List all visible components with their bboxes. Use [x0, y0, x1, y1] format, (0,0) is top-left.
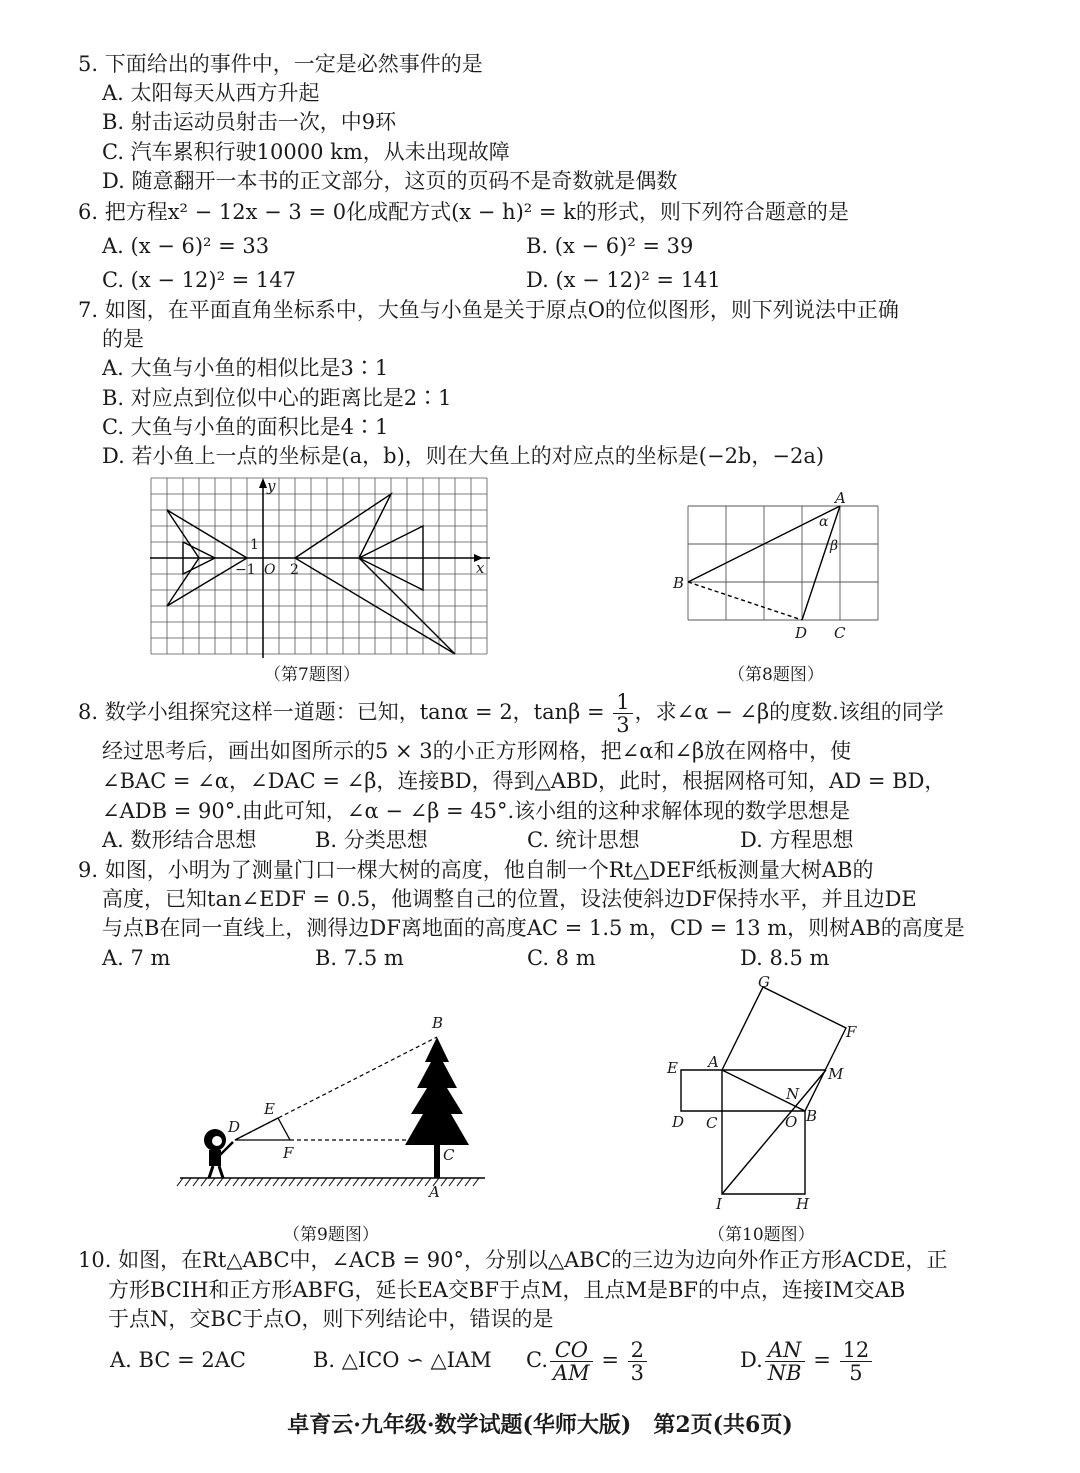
q6-stem: 6. 把方程x² − 12x − 3 = 0化成配方式(x − h)² = k的形式，则下列符合题意的是 — [78, 200, 849, 224]
q10-option-d-prefix: D. — [740, 1348, 763, 1372]
q8-option-c: C. 统计思想 — [527, 828, 640, 852]
q10-option-c-ratio — [628, 1339, 647, 1384]
q8-fraction-numerator: 1 — [613, 691, 632, 714]
beta-label: β — [830, 538, 839, 554]
q5-option-c: C. 汽车累积行驶10000 km，从未出现故障 — [102, 140, 510, 164]
point-o-label: O — [785, 1113, 798, 1131]
point-d-label: D — [672, 1113, 685, 1131]
q8-stem-line1 — [78, 688, 944, 736]
q10-option-b: B. △ICO ∽ △IAM — [313, 1348, 492, 1372]
q8-stem-a: 8. 数学小组探究这样一道题：已知，tanα = 2，tanβ = — [78, 700, 612, 724]
q9-option-b: B. 7.5 m — [315, 946, 404, 970]
point-f-label: F — [846, 1023, 857, 1041]
q8-option-a: A. 数形结合思想 — [102, 828, 257, 852]
q8-stem-line3: ∠BAC = ∠α，∠DAC = ∠β，连接BD，得到△ABD，此时，根据网格可知，AD = BD， — [102, 769, 946, 793]
q5-option-b: B. 射击运动员射击一次，中9环 — [102, 110, 397, 134]
point-h-label: H — [796, 1195, 810, 1213]
q7-option-d: D. 若小鱼上一点的坐标是(a，b)，则在大鱼上的对应点的坐标是(−2b，−2a) — [102, 444, 825, 468]
figure-7-caption: （第7题图） — [264, 665, 360, 685]
point-m-label: M — [828, 1065, 844, 1083]
figure-10-squares — [660, 975, 870, 1215]
page-footer: 卓育云·九年级·数学试题(华师大版) 第2页(共6页) — [287, 1412, 793, 1438]
q10-c-ratio-num: 2 — [628, 1339, 647, 1362]
q10-c-denominator: AM — [553, 1361, 590, 1385]
tree-icon — [405, 1037, 469, 1178]
q9-option-d: D. 8.5 m — [740, 946, 830, 970]
q7-option-a: A. 大鱼与小鱼的相似比是3∶1 — [102, 356, 389, 380]
tick-neg1-label: −1 — [235, 562, 256, 578]
point-n-label: N — [786, 1085, 800, 1103]
q10-option-c-fraction — [550, 1339, 593, 1384]
q8-option-b: B. 分类思想 — [315, 828, 428, 852]
q9-stem-line2: 高度，已知tan∠EDF = 0.5，他调整自己的位置，设法使斜边DF保持水平，并且边DE — [102, 887, 917, 911]
q5-stem: 5. 下面给出的事件中，一定是必然事件的是 — [78, 52, 483, 76]
q9-option-a: A. 7 m — [102, 946, 171, 970]
q10-d-denominator: NB — [767, 1361, 802, 1385]
q8-stem-line4: ∠ADB = 90°.由此可知，∠α − ∠β = 45°.该小组的这种求解体现的数学思想是 — [102, 799, 851, 823]
q10-option-c-prefix: C. — [526, 1348, 548, 1372]
figure-9-tree-measurement — [175, 1010, 495, 1210]
point-b-label: B — [432, 1014, 444, 1032]
figure-8-caption: （第8题图） — [728, 665, 824, 685]
q6-option-a: A. (x − 6)² = 33 — [102, 234, 270, 258]
point-a-label: A — [429, 1183, 440, 1201]
point-d-label: D — [228, 1118, 241, 1136]
point-a-label: A — [835, 489, 846, 507]
point-b-label: B — [806, 1107, 818, 1125]
figure-8-grid-angles — [670, 488, 890, 643]
boy-figure-icon — [204, 1129, 233, 1178]
q10-c-equals: = — [601, 1348, 619, 1372]
q8-fraction-denominator: 3 — [616, 713, 630, 737]
q5-option-d: D. 随意翻开一本书的正文部分，这页的页码不是奇数就是偶数 — [102, 169, 678, 193]
q9-stem-line1: 9. 如图，小明为了测量门口一棵大树的高度，他自制一个Rt△DEF纸板测量大树AB的 — [78, 858, 874, 882]
q10-option-a: A. BC = 2AC — [110, 1348, 246, 1372]
q8-stem-b: ，求∠α − ∠β的度数.该组的同学 — [634, 700, 944, 724]
q7-option-b: B. 对应点到位似中心的距离比是2∶1 — [102, 386, 452, 410]
tick-1-label: 1 — [250, 537, 259, 553]
point-e-label: E — [667, 1059, 678, 1077]
figure-7-fish-coordinate-grid — [150, 478, 495, 658]
x-axis-label: x — [476, 559, 485, 577]
q6-option-d: D. (x − 12)² = 141 — [526, 268, 721, 292]
q9-option-c: C. 8 m — [527, 946, 596, 970]
q10-stem-line2: 方形BCIH和正方形ABFG，延长EA交BF于点M，且点M是BF的中点，连接IM交AB — [108, 1278, 906, 1302]
figure-10-caption: （第10题图） — [708, 1225, 815, 1245]
origin-label: O — [264, 562, 276, 578]
point-a-label: A — [708, 1053, 719, 1071]
q6-option-b: B. (x − 6)² = 39 — [526, 234, 694, 258]
point-c-label: C — [834, 624, 846, 642]
q10-d-ratio-num: 12 — [840, 1339, 873, 1362]
point-d-label: D — [795, 624, 808, 642]
q10-c-ratio-den: 3 — [630, 1361, 645, 1385]
q7-stem-line1: 7. 如图，在平面直角坐标系中，大鱼与小鱼是关于原点O的位似图形，则下列说法中正确 — [78, 298, 899, 322]
q10-option-c — [526, 1330, 649, 1390]
point-c-label: C — [443, 1146, 455, 1164]
alpha-label: α — [819, 514, 829, 530]
point-b-label: B — [673, 574, 685, 592]
point-e-label: E — [264, 1100, 275, 1118]
q10-d-equals: = — [813, 1348, 831, 1372]
tick-2-label: 2 — [290, 562, 299, 578]
y-axis-label: y — [267, 477, 276, 495]
q10-option-d-ratio — [840, 1339, 873, 1384]
q10-d-numerator: AN — [765, 1339, 805, 1362]
q5-option-a: A. 太阳每天从西方升起 — [102, 81, 320, 105]
q10-d-ratio-den: 5 — [849, 1361, 863, 1385]
q8-option-d: D. 方程思想 — [740, 828, 854, 852]
q10-stem-line1: 10. 如图，在Rt△ABC中，∠ACB = 90°，分别以△ABC的三边为边向外作正方形ACDE，正 — [78, 1248, 948, 1272]
q8-tan-beta-fraction — [613, 691, 632, 736]
point-c-label: C — [706, 1114, 718, 1132]
q7-stem-line2: 的是 — [102, 327, 144, 351]
q8-stem-line2: 经过思考后，画出如图所示的5 × 3的小正方形网格，把∠α和∠β放在网格中，使 — [102, 739, 852, 763]
q10-option-d — [740, 1330, 874, 1390]
q9-stem-line3: 与点B在同一直线上，测得边DF离地面的高度AC = 1.5 m，CD = 13 m，则树AB的高度是 — [102, 916, 965, 940]
q7-option-c: C. 大鱼与小鱼的面积比是4∶1 — [102, 415, 389, 439]
q10-stem-line3: 于点N，交BC于点O，则下列结论中，错误的是 — [108, 1307, 554, 1331]
point-g-label: G — [758, 973, 770, 991]
point-i-label: I — [716, 1195, 722, 1213]
q10-option-d-fraction — [765, 1339, 805, 1384]
point-f-label: F — [283, 1144, 294, 1162]
q10-c-numerator: CO — [550, 1339, 593, 1362]
figure-9-caption: （第9题图） — [283, 1225, 379, 1245]
q6-option-c: C. (x − 12)² = 147 — [102, 268, 297, 292]
